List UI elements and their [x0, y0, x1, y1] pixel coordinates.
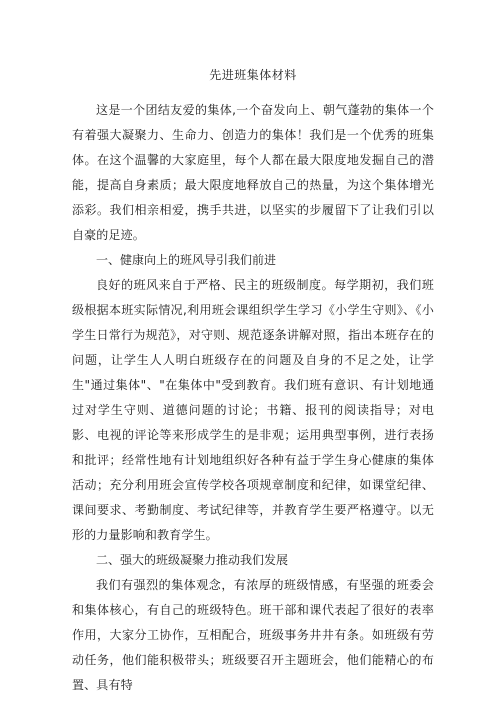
section-heading-2: 二、强大的班级凝聚力推动我们发展	[96, 553, 289, 567]
document-page	[72, 66, 434, 698]
intro-paragraph: 这是一个团结友爱的集体,一个奋发向上、朝气蓬勃的集体一个有着强大凝聚力、生命力、创造力的集体！我们是一个优秀的班集体。在这个温馨的大家庭里，每个人都在最大限度地发掘自己的潜能，提高自身素质；最大限度地释放自己的热量，为这个集体增光添彩。我们相亲相爱，携手共进，以坚实的步履留下了让我们引以自豪的足迹。	[72, 103, 434, 242]
section-2-paragraph: 我们有强烈的集体观念，有浓厚的班级情感，有坚强的班委会和集体核心，有自己的班级特色。班干部和课代表起了很好的表率作用，大家分工协作，互相配合，班级事务井井有条。如班级有劳动任务，他们能积极带头；班级要召开主题班会，他们能精心的布置、具有特	[72, 578, 434, 692]
document-title: 先进班集体材料	[209, 68, 297, 82]
section-1-paragraph: 良好的班风来自于严格、民主的班级制度。每学期初，我们班级根据本班实际情况,利用班会课组织学生学习《小学生守则》、《小学生日常行为规范》，对守则、规范逐条讲解对照，指出本班存在的问题，让学生人人明白班级存在的问题及自身的不足之处，让学生"通过集体"、"在集体中"受到教育。我们班有意识、有计划地通过对学生守则、道德问题的讨论；书籍、报刊的阅读指导；对电影、电视的评论等来形成学生的是非观；运用典型事例，进行表扬和批评；经常性地有计划地组织好各种有益于学生身心健康的集体活动；充分利用班会宣传学校各项规章制度和纪律，如课堂纪律、课间要求、考勤制度、考试纪律等，并教育学生要严格遵守。以无形的力量影响和教育学生。	[72, 278, 434, 542]
section-heading-1: 一、健康向上的班风导引我们前进	[96, 253, 277, 267]
